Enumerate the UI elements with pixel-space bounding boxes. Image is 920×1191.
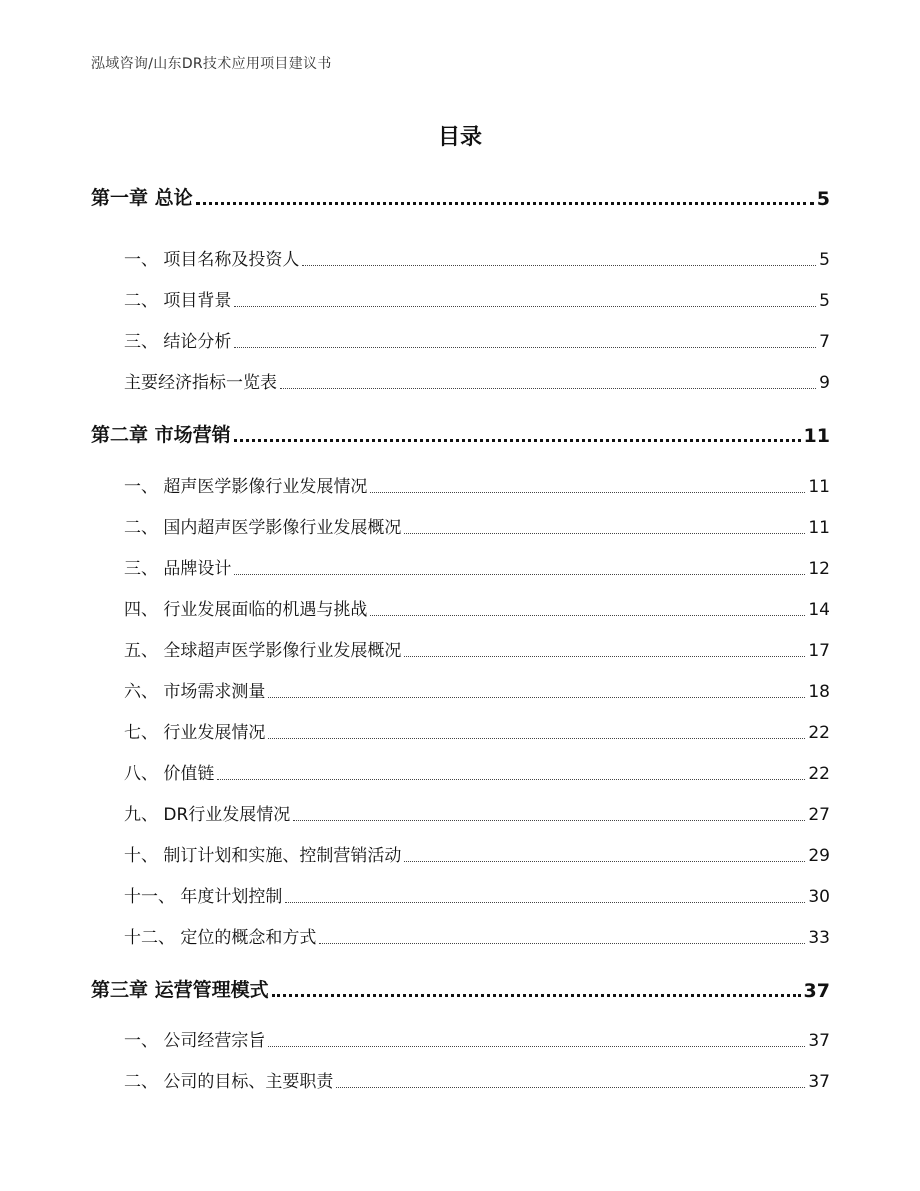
toc-section-entry[interactable] [124, 923, 830, 948]
dot-leader [285, 902, 805, 903]
dot-leader [234, 439, 801, 442]
dot-leader [268, 697, 805, 698]
toc-page-number: 14 [808, 600, 830, 620]
toc-page-number: 5 [819, 250, 830, 270]
dot-leader [280, 388, 816, 389]
dot-leader [293, 820, 805, 821]
dot-leader [404, 656, 805, 657]
toc-section-entry[interactable] [124, 882, 830, 907]
toc-page-number: 11 [808, 518, 830, 538]
dot-leader [272, 994, 801, 997]
toc-section-entry[interactable] [124, 286, 830, 311]
dot-leader [370, 615, 805, 616]
toc-page-number: 11 [808, 477, 830, 497]
toc-page-number: 29 [808, 846, 830, 866]
toc-section-entry[interactable] [124, 718, 830, 743]
toc-entry-label: 三、 结论分析 [124, 332, 232, 352]
toc-page-number: 37 [803, 980, 830, 1002]
dot-leader [234, 574, 805, 575]
toc-section-entry[interactable] [124, 245, 830, 270]
toc-page-number: 37 [808, 1072, 830, 1092]
toc-page-number: 17 [808, 641, 830, 661]
toc-page-number: 5 [819, 291, 830, 311]
toc-page-number: 27 [808, 805, 830, 825]
toc-entry-label: 三、 品牌设计 [124, 559, 232, 579]
toc-entry-label: 九、 DR行业发展情况 [124, 805, 291, 825]
toc-section-entry[interactable] [124, 327, 830, 352]
toc-entry-label: 主要经济指标一览表 [124, 373, 277, 393]
toc-section-entry[interactable] [124, 841, 830, 866]
toc-entry-label: 一、 项目名称及投资人 [124, 250, 300, 270]
toc-section-entry[interactable] [124, 554, 830, 579]
toc-page-number: 22 [808, 764, 830, 784]
toc-chapter-entry[interactable] [91, 975, 830, 1002]
dot-leader [268, 738, 805, 739]
toc-entry-label: 二、 项目背景 [124, 291, 232, 311]
dot-leader [370, 492, 805, 493]
toc-entry-label: 一、 公司经营宗旨 [124, 1031, 266, 1051]
toc-entry-label: 二、 公司的目标、主要职责 [124, 1072, 334, 1092]
toc-section-entry[interactable] [124, 759, 830, 784]
toc-entry-label: 五、 全球超声医学影像行业发展概况 [124, 641, 402, 661]
toc-page-number: 37 [808, 1031, 830, 1051]
toc-entry-label: 第三章 运营管理模式 [91, 979, 269, 1001]
dot-leader [217, 779, 805, 780]
toc-page-number: 33 [808, 928, 830, 948]
toc-section-entry[interactable] [124, 636, 830, 661]
dot-leader [404, 533, 805, 534]
toc-entry-label: 十二、 定位的概念和方式 [124, 928, 317, 948]
toc-section-entry[interactable] [124, 472, 830, 497]
toc-page-number: 5 [816, 188, 830, 210]
toc-entry-label: 一、 超声医学影像行业发展情况 [124, 477, 368, 497]
dot-leader [234, 306, 816, 307]
dot-leader [234, 347, 816, 348]
toc-entry-label: 七、 行业发展情况 [124, 723, 266, 743]
toc-page-number: 7 [819, 332, 830, 352]
toc-entry-label: 六、 市场需求测量 [124, 682, 266, 702]
toc-entry-label: 二、 国内超声医学影像行业发展概况 [124, 518, 402, 538]
toc-entry-label: 第一章 总论 [91, 187, 193, 209]
toc-entry-label: 八、 价值链 [124, 764, 215, 784]
toc-entry-label: 十、 制订计划和实施、控制营销活动 [124, 846, 402, 866]
toc-page-number: 12 [808, 559, 830, 579]
toc-chapter-entry[interactable] [91, 183, 830, 210]
toc-section-entry[interactable] [124, 677, 830, 702]
dot-leader [302, 265, 816, 266]
toc-section-entry[interactable] [124, 513, 830, 538]
toc-section-entry[interactable] [124, 1026, 830, 1051]
dot-leader [196, 202, 814, 205]
toc-page-number: 22 [808, 723, 830, 743]
toc-page-number: 18 [808, 682, 830, 702]
running-header: 泓域咨询/山东DR技术应用项目建议书 [91, 56, 332, 72]
toc-entry-label: 第二章 市场营销 [91, 424, 231, 446]
page-title: 目录 [437, 125, 482, 150]
dot-leader [336, 1087, 805, 1088]
toc-section-entry[interactable] [124, 800, 830, 825]
toc-page-number: 9 [819, 373, 830, 393]
toc-entry-label: 四、 行业发展面临的机遇与挑战 [124, 600, 368, 620]
toc-chapter-entry[interactable] [91, 420, 830, 447]
dot-leader [404, 861, 805, 862]
toc-section-entry[interactable] [124, 368, 830, 393]
toc-entry-label: 十一、 年度计划控制 [124, 887, 283, 907]
toc-page-number: 11 [803, 425, 830, 447]
toc-page-number: 30 [808, 887, 830, 907]
dot-leader [268, 1046, 805, 1047]
toc-section-entry[interactable] [124, 1067, 830, 1092]
toc-section-entry[interactable] [124, 595, 830, 620]
dot-leader [319, 943, 805, 944]
